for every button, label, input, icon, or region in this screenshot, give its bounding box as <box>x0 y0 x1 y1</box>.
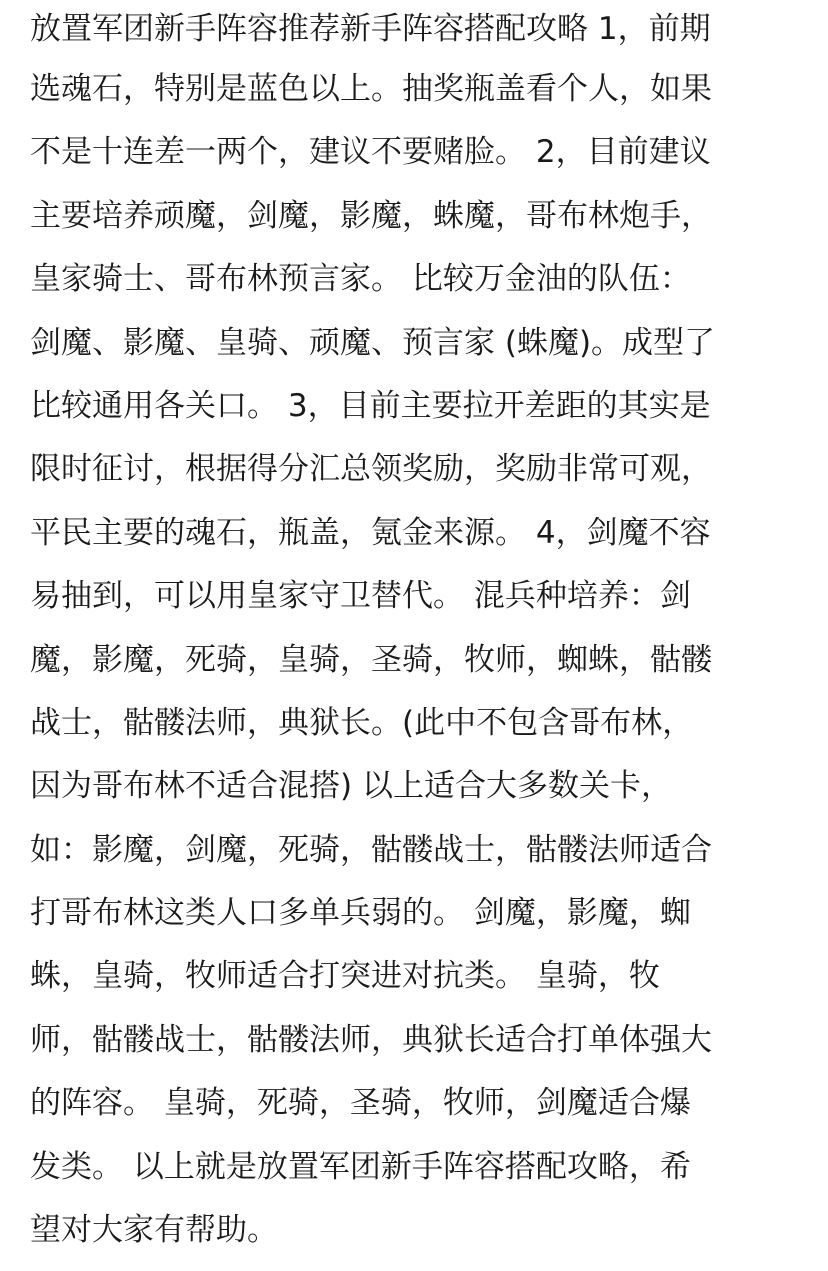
text-line-1: 放置军团新手阵容推荐新手阵容搭配攻略 1，前期 <box>30 11 711 47</box>
text-line-19: 发类。 以上就是放置军团新手阵容搭配攻略，希 <box>30 1148 691 1185</box>
text-line-5: 皇家骑士、哥布林预言家。 比较万金油的队伍： <box>30 261 691 298</box>
text-line-7: 比较通用各关口。 3，目前主要拉开差距的其实是 <box>30 387 711 424</box>
text-line-12: 战士，骷髅法师，典狱长。(此中不包含哥布林， <box>30 704 694 741</box>
text-line-4: 主要培养顽魔，剑魔，影魔，蛛魔，哥布林炮手， <box>30 197 712 234</box>
text-line-18: 的阵容。 皇骑，死骑，圣骑，牧师，剑魔适合爆 <box>30 1085 691 1122</box>
text-line-10: 易抽到，可以用皇家守卫替代。 混兵种培养：剑 <box>30 578 691 615</box>
text-line-8: 限时征讨，根据得分汇总领奖励，奖励非常可观， <box>30 451 712 488</box>
text-line-16: 蛛，皇骑，牧师适合打突进对抗类。 皇骑，牧 <box>30 958 660 995</box>
text-line-3: 不是十连差一两个，建议不要赌脸。 2，目前建议 <box>30 134 711 171</box>
text-line-13: 因为哥布林不适合混搭) 以上适合大多数关卡， <box>30 768 672 805</box>
text-line-11: 魔，影魔，死骑，皇骑，圣骑，牧师，蜘蛛，骷髅 <box>30 641 712 678</box>
article-body <box>30 0 810 1262</box>
text-line-15: 打哥布林这类人口多单兵弱的。 剑魔，影魔，蜘 <box>30 895 691 932</box>
text-line-9: 平民主要的魂石，瓶盖，氪金来源。 4，剑魔不容 <box>30 514 711 551</box>
text-line-2: 选魂石，特别是蓝色以上。抽奖瓶盖看个人，如果 <box>30 71 712 107</box>
text-line-6: 剑魔、影魔、皇骑、顽魔、预言家 (蛛魔)。成型了 <box>30 324 716 361</box>
text-line-14: 如：影魔，剑魔，死骑，骷髅战士，骷髅法师适合 <box>30 831 712 868</box>
text-line-20: 望对大家有帮助。 <box>30 1212 278 1249</box>
text-line-17: 师，骷髅战士，骷髅法师，典狱长适合打单体强大 <box>30 1021 712 1058</box>
